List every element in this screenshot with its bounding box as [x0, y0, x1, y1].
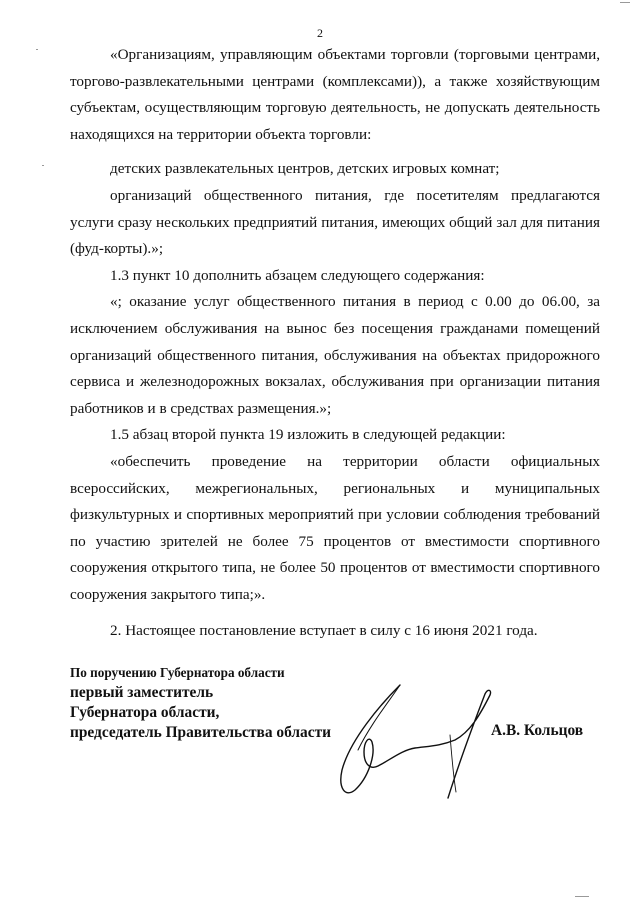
scan-speck — [42, 165, 44, 166]
paragraph-2: детских развлекательных центров, детских игровых комнат; — [110, 160, 500, 178]
sign-line-1: По поручению Губернатора области — [70, 665, 285, 680]
scan-speck — [620, 2, 630, 3]
handwritten-signature — [320, 680, 510, 810]
sign-line-4: председатель Правительства области — [70, 724, 331, 741]
document-body — [70, 42, 600, 645]
paragraph-1: «Организациям, управляющим объектами торговли (торговыми центрами, торгово-развлекательными центрами (комплексами)), а также хозяйствующим субъектам, осуществляющим торговую деятельность, не допускать деятельность находящихся на территории объекта торговли: — [70, 46, 600, 143]
scan-speck — [575, 896, 589, 897]
paragraph-5: «; оказание услуг общественного питания в период с 0.00 до 06.00, за исключением обслуживания на вынос без посещения гражданами помещений организаций общественного питания, обслуживания на объектах придорожного сервиса и железнодорожных вокзалах, обслуживания при организации питания работников и в средствах размещения.»; — [70, 293, 600, 417]
paragraph-7: «обеспечить проведение на территории области официальных всероссийских, межрегиональных, региональных и муниципальных физкультурных и спортивных мероприятий при условии соблюдения требований по участию зрителей не более 75 процентов от вместимости спортивного сооружения открытого типа, не более 50 процентов от вместимости спортивного сооружения закрытого типа;». — [70, 452, 600, 603]
sign-line-2: первый заместитель — [70, 684, 214, 701]
sign-line-3: Губернатора области, — [70, 704, 220, 721]
signature-block — [70, 663, 331, 743]
scan-speck — [36, 49, 38, 50]
signer-name: А.В. Кольцов — [491, 722, 584, 739]
paragraph-3: организаций общественного питания, где посетителям предлагаются услуги сразу нескольких предприятий питания, имеющих общий зал для питания (фуд-корты).»; — [70, 186, 600, 258]
paragraph-6: 1.5 абзац второй пункта 19 изложить в следующей редакции: — [110, 426, 506, 444]
page-number: 2 — [317, 26, 323, 40]
paragraph-8: 2. Настоящее постановление вступает в силу с 16 июня 2021 года. — [110, 622, 538, 640]
paragraph-4: 1.3 пункт 10 дополнить абзацем следующего содержания: — [110, 266, 485, 284]
